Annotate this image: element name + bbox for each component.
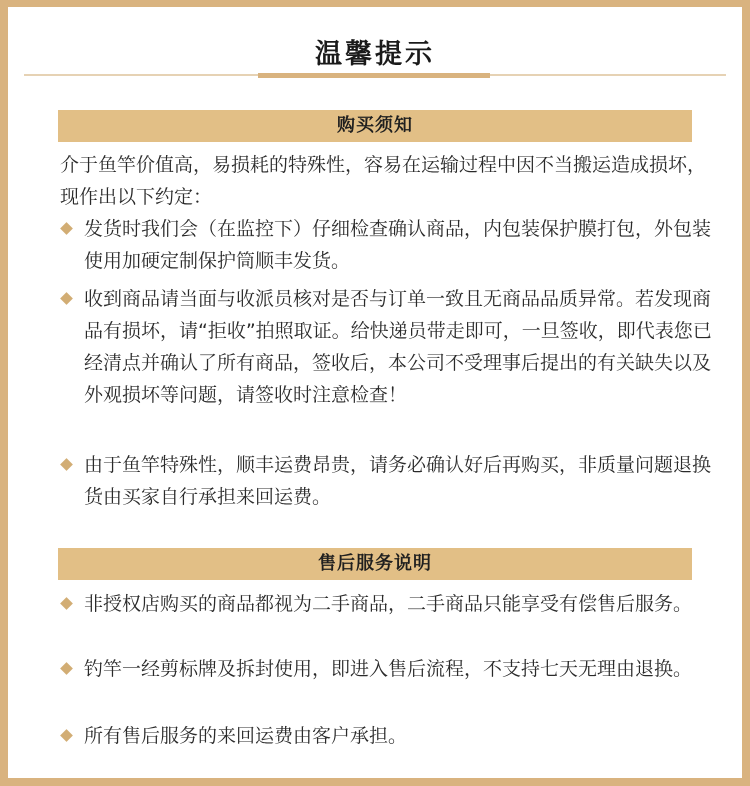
aftersale-item-text: 非授权店购买的商品都视为二手商品，二手商品只能享受有偿售后服务。 bbox=[84, 593, 693, 615]
title-underline bbox=[258, 73, 490, 78]
aftersale-item-text: 所有售后服务的来回运费由客户承担。 bbox=[84, 725, 408, 747]
diamond-bullet-icon bbox=[60, 729, 73, 742]
aftersale-item bbox=[58, 588, 720, 620]
page-title: 温馨提示 bbox=[315, 39, 435, 70]
purchase-item bbox=[58, 213, 720, 277]
aftersale-item bbox=[58, 720, 720, 752]
purchase-item-text: 发货时我们会（在监控下）仔细检查确认商品，内包装保护膜打包，外包装使用加硬定制保护筒顺丰发货。 bbox=[84, 218, 712, 272]
purchase-intro: 介于鱼竿价值高，易损耗的特殊性，容易在运输过程中因不当搬运造成损坏，现作出以下约定： bbox=[60, 154, 707, 208]
aftersale-item-text: 钓竿一经剪标牌及拆封使用，即进入售后流程，不支持七天无理由退换。 bbox=[84, 658, 693, 680]
diamond-bullet-icon bbox=[60, 458, 73, 471]
purchase-item-text: 由于鱼竿特殊性，顺丰运费昂贵，请务必确认好后再购买，非质量问题退换货由买家自行承担来回运费。 bbox=[84, 454, 712, 508]
purchase-item bbox=[58, 449, 720, 513]
purchase-item-text: 收到商品请当面与收派员核对是否与订单一致且无商品品质异常。若发现商品有损坏，请“拒收”拍照取证。给快递员带走即可，一旦签收，即代表您已经清点并确认了所有商品，签收后，本公司不受理事后提出的有关缺失以及外观损坏等问题，请签收时注意检查！ bbox=[84, 288, 712, 406]
diamond-bullet-icon bbox=[60, 222, 73, 235]
diamond-bullet-icon bbox=[60, 662, 73, 675]
aftersale-heading: 售后服务说明 bbox=[58, 548, 692, 580]
diamond-bullet-icon bbox=[60, 292, 73, 305]
purchase-item bbox=[58, 283, 720, 411]
purchase-heading: 购买须知 bbox=[58, 110, 692, 142]
diamond-bullet-icon bbox=[60, 597, 73, 610]
aftersale-item bbox=[58, 653, 720, 685]
